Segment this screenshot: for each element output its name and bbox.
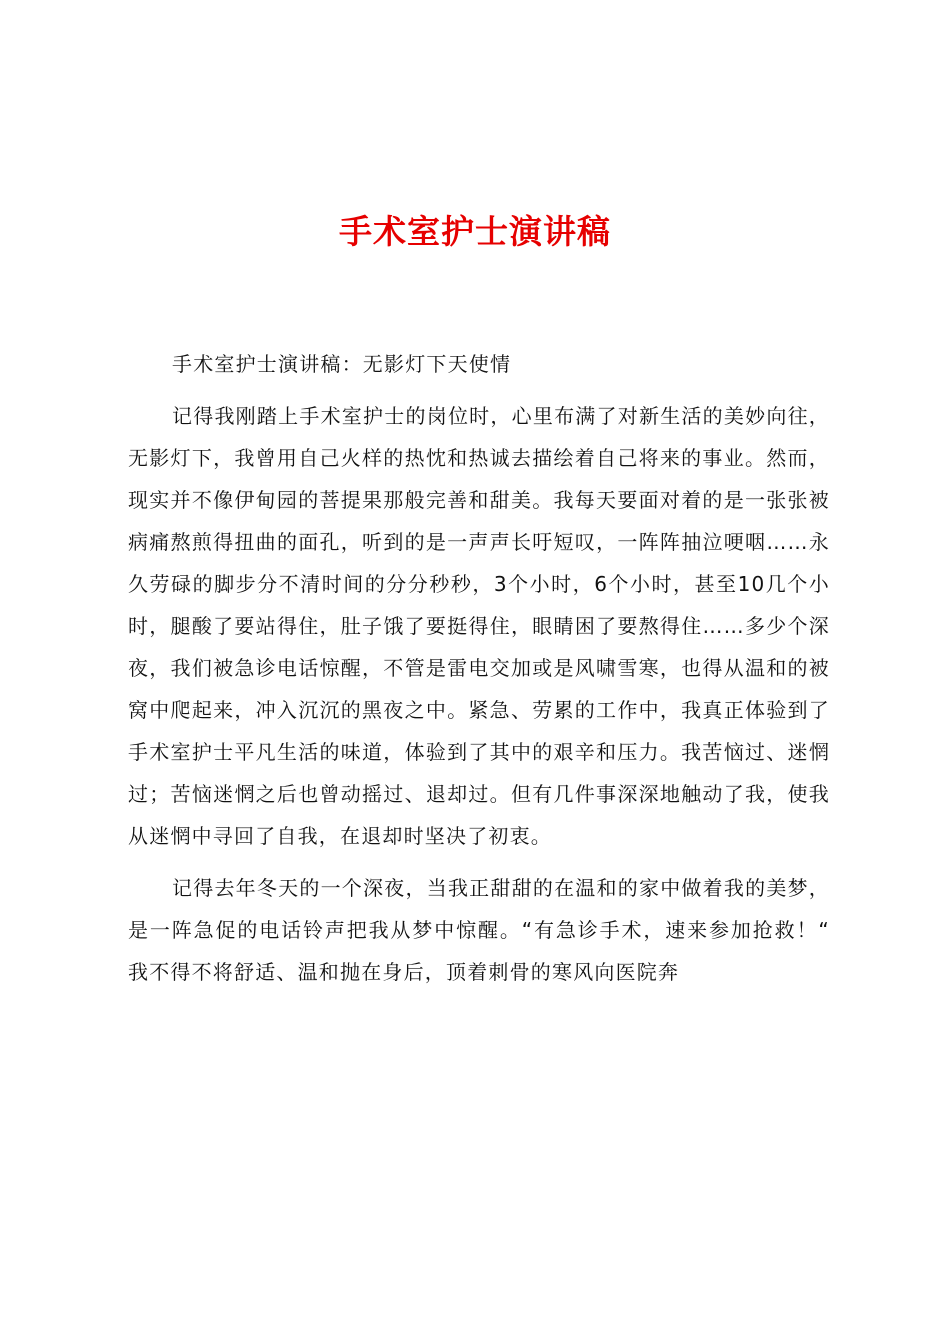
paragraph-subtitle: 手术室护士演讲稿：无影灯下天使情 — [172, 352, 512, 376]
paragraph: 记得去年冬天的一个深夜，当我正甜甜的在温和的家中做着我的美梦，是一阵急促的电话铃声把我从梦中惊醒。“有急诊手术，速来参加抢救！“ 我不得不将舒适、温和抛在身后，顶着刺骨的寒风向医院奔 — [128, 876, 830, 984]
paragraph: 记得我刚踏上手术室护士的岗位时，心里布满了对新生活的美妙向往，无影灯下，我曾用自己火样的热忱和热诚去描绘着自己将来的事业。然而，现实并不像伊甸园的菩提果那般完善和甜美。我每天要面对着的是一张张被病痛熬煎得扭曲的面孔，听到的是一声声长吁短叹，一阵阵抽泣哽咽……永久劳碌的脚步分不清时间的分分秒秒，3个小时，6个小时，甚至10几个小时，腿酸了要站得住，肚子饿了要挺得住，眼睛困了要熬得住……多少个深夜，我们被急诊电话惊醒，不管是雷电交加或是风啸雪寒，也得从温和的被窝中爬起来，冲入沉沉的黑夜之中。紧急、劳累的工作中，我真正体验到了手术室护士平凡生活的味道，体验到了其中的艰辛和压力。我苦恼过、迷惘过；苦恼迷惘之后也曾动摇过、退却过。但有几件事深深地触动了我，使我从迷惘中寻回了自我，在退却时坚决了初衷。 — [128, 404, 830, 848]
document-title: 手术室护士演讲稿 — [339, 212, 611, 251]
document-body — [128, 343, 830, 1003]
